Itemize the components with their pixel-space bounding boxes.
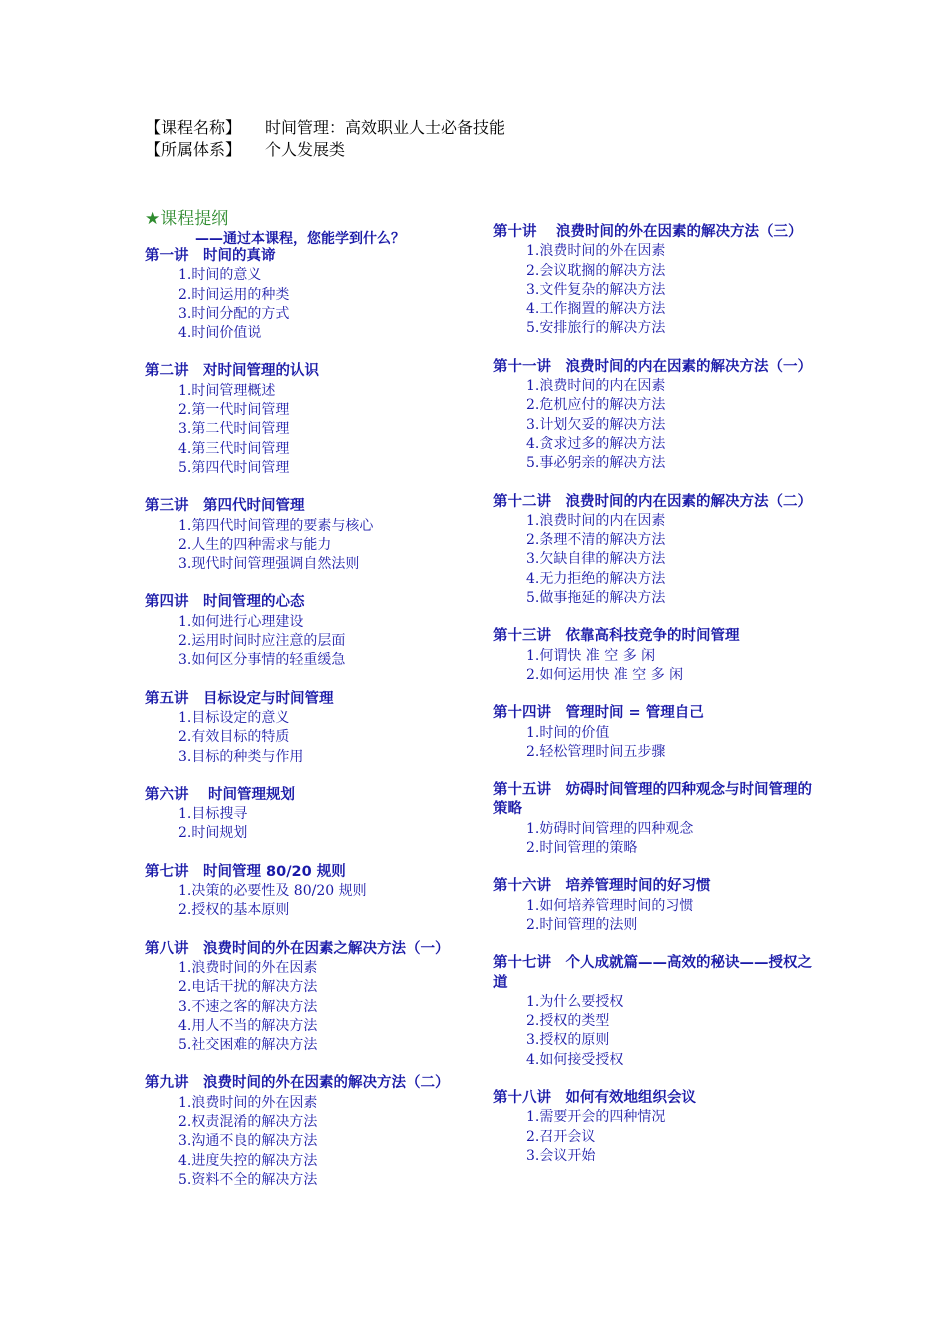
lecture-item: 2.授权的类型 [526, 1013, 610, 1030]
lecture-item: 1.浪费时间的外在因素 [178, 1094, 318, 1111]
lecture-item: 2.时间规划 [178, 825, 248, 842]
lecture-item: 4.如何接受授权 [526, 1051, 624, 1068]
lecture-item: 5.社交困难的解决方法 [178, 1037, 318, 1054]
lecture-item: 2.权责混淆的解决方法 [178, 1113, 318, 1130]
lecture-item: 3.授权的原则 [526, 1032, 610, 1049]
lecture-item: 1.需要开会的四种情况 [526, 1109, 666, 1126]
lecture-title: 第三讲 第四代时间管理 [145, 498, 305, 515]
lecture-item: 5.安排旅行的解决方法 [526, 320, 666, 337]
lecture-item: 1.如何进行心理建设 [178, 613, 304, 630]
category-row [145, 139, 505, 161]
lecture-block [493, 627, 823, 685]
lecture-item: 2.授权的基本原则 [178, 902, 290, 919]
lecture-item: 2.会议耽搁的解决方法 [526, 262, 666, 279]
lecture-item: 3.会议开始 [526, 1147, 596, 1164]
lecture-item: 4.时间价值说 [178, 325, 262, 342]
lecture-item: 2.如何运用快 准 空 多 闲 [526, 666, 684, 683]
lecture-title: 第五讲 目标设定与时间管理 [145, 690, 334, 707]
lecture-title: 第一讲 时间的真谛 [145, 248, 276, 264]
lecture-item: 3.不速之客的解决方法 [178, 998, 318, 1015]
lecture-item: 1.时间的价值 [526, 724, 610, 741]
lecture-item: 1.为什么要授权 [526, 993, 624, 1010]
lecture-item: 2.有效目标的特质 [178, 729, 290, 746]
lecture-block [493, 877, 823, 935]
left-column [145, 247, 475, 1209]
lecture-item: 1.时间的意义 [178, 267, 262, 284]
lecture-item: 5.做事拖延的解决方法 [526, 590, 666, 607]
lecture-title: 第十六讲 培养管理时间的好习惯 [493, 878, 711, 895]
course-header [145, 117, 505, 161]
lecture-item: 4.进度失控的解决方法 [178, 1152, 318, 1169]
lecture-item: 5.事必躬亲的解决方法 [526, 455, 666, 472]
lecture-item: 4.无力拒绝的解决方法 [526, 570, 666, 587]
lecture-block [493, 781, 823, 858]
lecture-item: 1.妨碍时间管理的四种观念 [526, 820, 694, 837]
lecture-title: 第十四讲 管理时间 = 管理自己 [493, 705, 704, 722]
lecture-title: 第七讲 时间管理 80/20 规则 [145, 863, 346, 880]
lecture-item: 1.何谓快 准 空 多 闲 [526, 647, 656, 664]
lecture-block [493, 493, 823, 609]
lecture-item: 2.危机应付的解决方法 [526, 397, 666, 414]
lecture-item: 1.第四代时间管理的要素与核心 [178, 517, 374, 534]
lecture-item: 4.第三代时间管理 [178, 440, 290, 457]
lecture-item: 1.目标搜寻 [178, 806, 248, 823]
lecture-item: 2.条理不清的解决方法 [526, 532, 666, 549]
lecture-block [145, 863, 475, 921]
lecture-block [145, 690, 475, 767]
lecture-item: 3.时间分配的方式 [178, 305, 290, 322]
lecture-item: 3.文件复杂的解决方法 [526, 281, 666, 298]
lecture-item: 2.运用时间时应注意的层面 [178, 633, 346, 650]
lecture-item: 1.时间管理概述 [178, 382, 276, 399]
lecture-block [145, 593, 475, 670]
course-name-label: 【课程名称】 [145, 118, 242, 137]
lecture-item: 1.浪费时间的外在因素 [526, 243, 666, 260]
lecture-item: 3.如何区分事情的轻重缓急 [178, 652, 346, 669]
lecture-item: 3.现代时间管理强调自然法则 [178, 556, 360, 573]
lecture-item: 1.决策的必要性及 80/20 规则 [178, 883, 367, 900]
lecture-block [493, 223, 823, 339]
course-name-row [145, 117, 505, 139]
lecture-item: 2.时间管理的法则 [526, 916, 638, 933]
lecture-item: 5.第四代时间管理 [178, 459, 290, 476]
lecture-item: 1.浪费时间的内在因素 [526, 378, 666, 395]
lecture-block [145, 497, 475, 574]
lecture-item: 3.第二代时间管理 [178, 421, 290, 438]
lecture-block [493, 358, 823, 474]
category: 个人发展类 [265, 140, 346, 159]
lecture-item: 1.如何培养管理时间的习惯 [526, 897, 694, 914]
lecture-title: 第十一讲 浪费时间的内在因素的解决方法（一） [493, 358, 812, 375]
lecture-item: 2.轻松管理时间五步骤 [526, 743, 666, 760]
outline-subtitle: ——通过本课程，您能学到什么？ [195, 231, 405, 247]
lecture-block [145, 940, 475, 1056]
lecture-item: 3.目标的种类与作用 [178, 748, 304, 765]
lecture-item: 3.计划欠妥的解决方法 [526, 416, 666, 433]
category-label: 【所属体系】 [145, 140, 242, 159]
lecture-title: 第十三讲 依靠高科技竞争的时间管理 [493, 628, 740, 645]
lecture-title: 第十讲 浪费时间的外在因素的解决方法（三） [493, 224, 803, 240]
lecture-item: 2.第一代时间管理 [178, 402, 290, 419]
lecture-title: 第十二讲 浪费时间的内在因素的解决方法（二） [493, 493, 812, 510]
lecture-item: 2.时间管理的策略 [526, 840, 638, 857]
lecture-block [493, 704, 823, 762]
lecture-block [145, 247, 475, 343]
lecture-block [493, 1089, 823, 1166]
lecture-item: 2.人生的四种需求与能力 [178, 536, 332, 553]
right-column [493, 223, 823, 1185]
lecture-item: 4.用人不当的解决方法 [178, 1017, 318, 1034]
lecture-item: 1.浪费时间的外在因素 [178, 959, 318, 976]
lecture-title: 第四讲 时间管理的心态 [145, 594, 305, 611]
course-name: 时间管理：高效职业人士必备技能 [265, 118, 506, 137]
lecture-item: 2.电话干扰的解决方法 [178, 979, 318, 996]
lecture-item: 1.浪费时间的内在因素 [526, 512, 666, 529]
lecture-title: 第八讲 浪费时间的外在因素之解决方法（一） [145, 940, 450, 957]
lecture-block [493, 954, 823, 1070]
lecture-item: 3.欠缺自律的解决方法 [526, 551, 666, 568]
lecture-item: 4.贪求过多的解决方法 [526, 435, 666, 452]
outline-title: ★课程提纲 [145, 209, 229, 229]
lecture-title: 第十八讲 如何有效地组织会议 [493, 1089, 696, 1106]
lecture-block [145, 1074, 475, 1190]
lecture-title: 第二讲 对时间管理的认识 [145, 363, 319, 380]
lecture-item: 5.资料不全的解决方法 [178, 1171, 318, 1188]
lecture-title: 第六讲 时间管理规划 [145, 786, 296, 803]
lecture-title: 第十七讲 个人成就篇——高效的秘诀——授权之道 [493, 955, 812, 991]
lecture-title: 第九讲 浪费时间的外在因素的解决方法（二） [145, 1075, 450, 1092]
lecture-item: 1.目标设定的意义 [178, 709, 290, 726]
lecture-block [145, 786, 475, 844]
lecture-item: 4.工作搁置的解决方法 [526, 301, 666, 318]
lecture-item: 3.沟通不良的解决方法 [178, 1133, 318, 1150]
lecture-block [145, 362, 475, 478]
lecture-title: 第十五讲 妨碍时间管理的四种观念与时间管理的策略 [493, 782, 812, 818]
lecture-item: 2.召开会议 [526, 1128, 596, 1145]
lecture-item: 2.时间运用的种类 [178, 286, 290, 303]
